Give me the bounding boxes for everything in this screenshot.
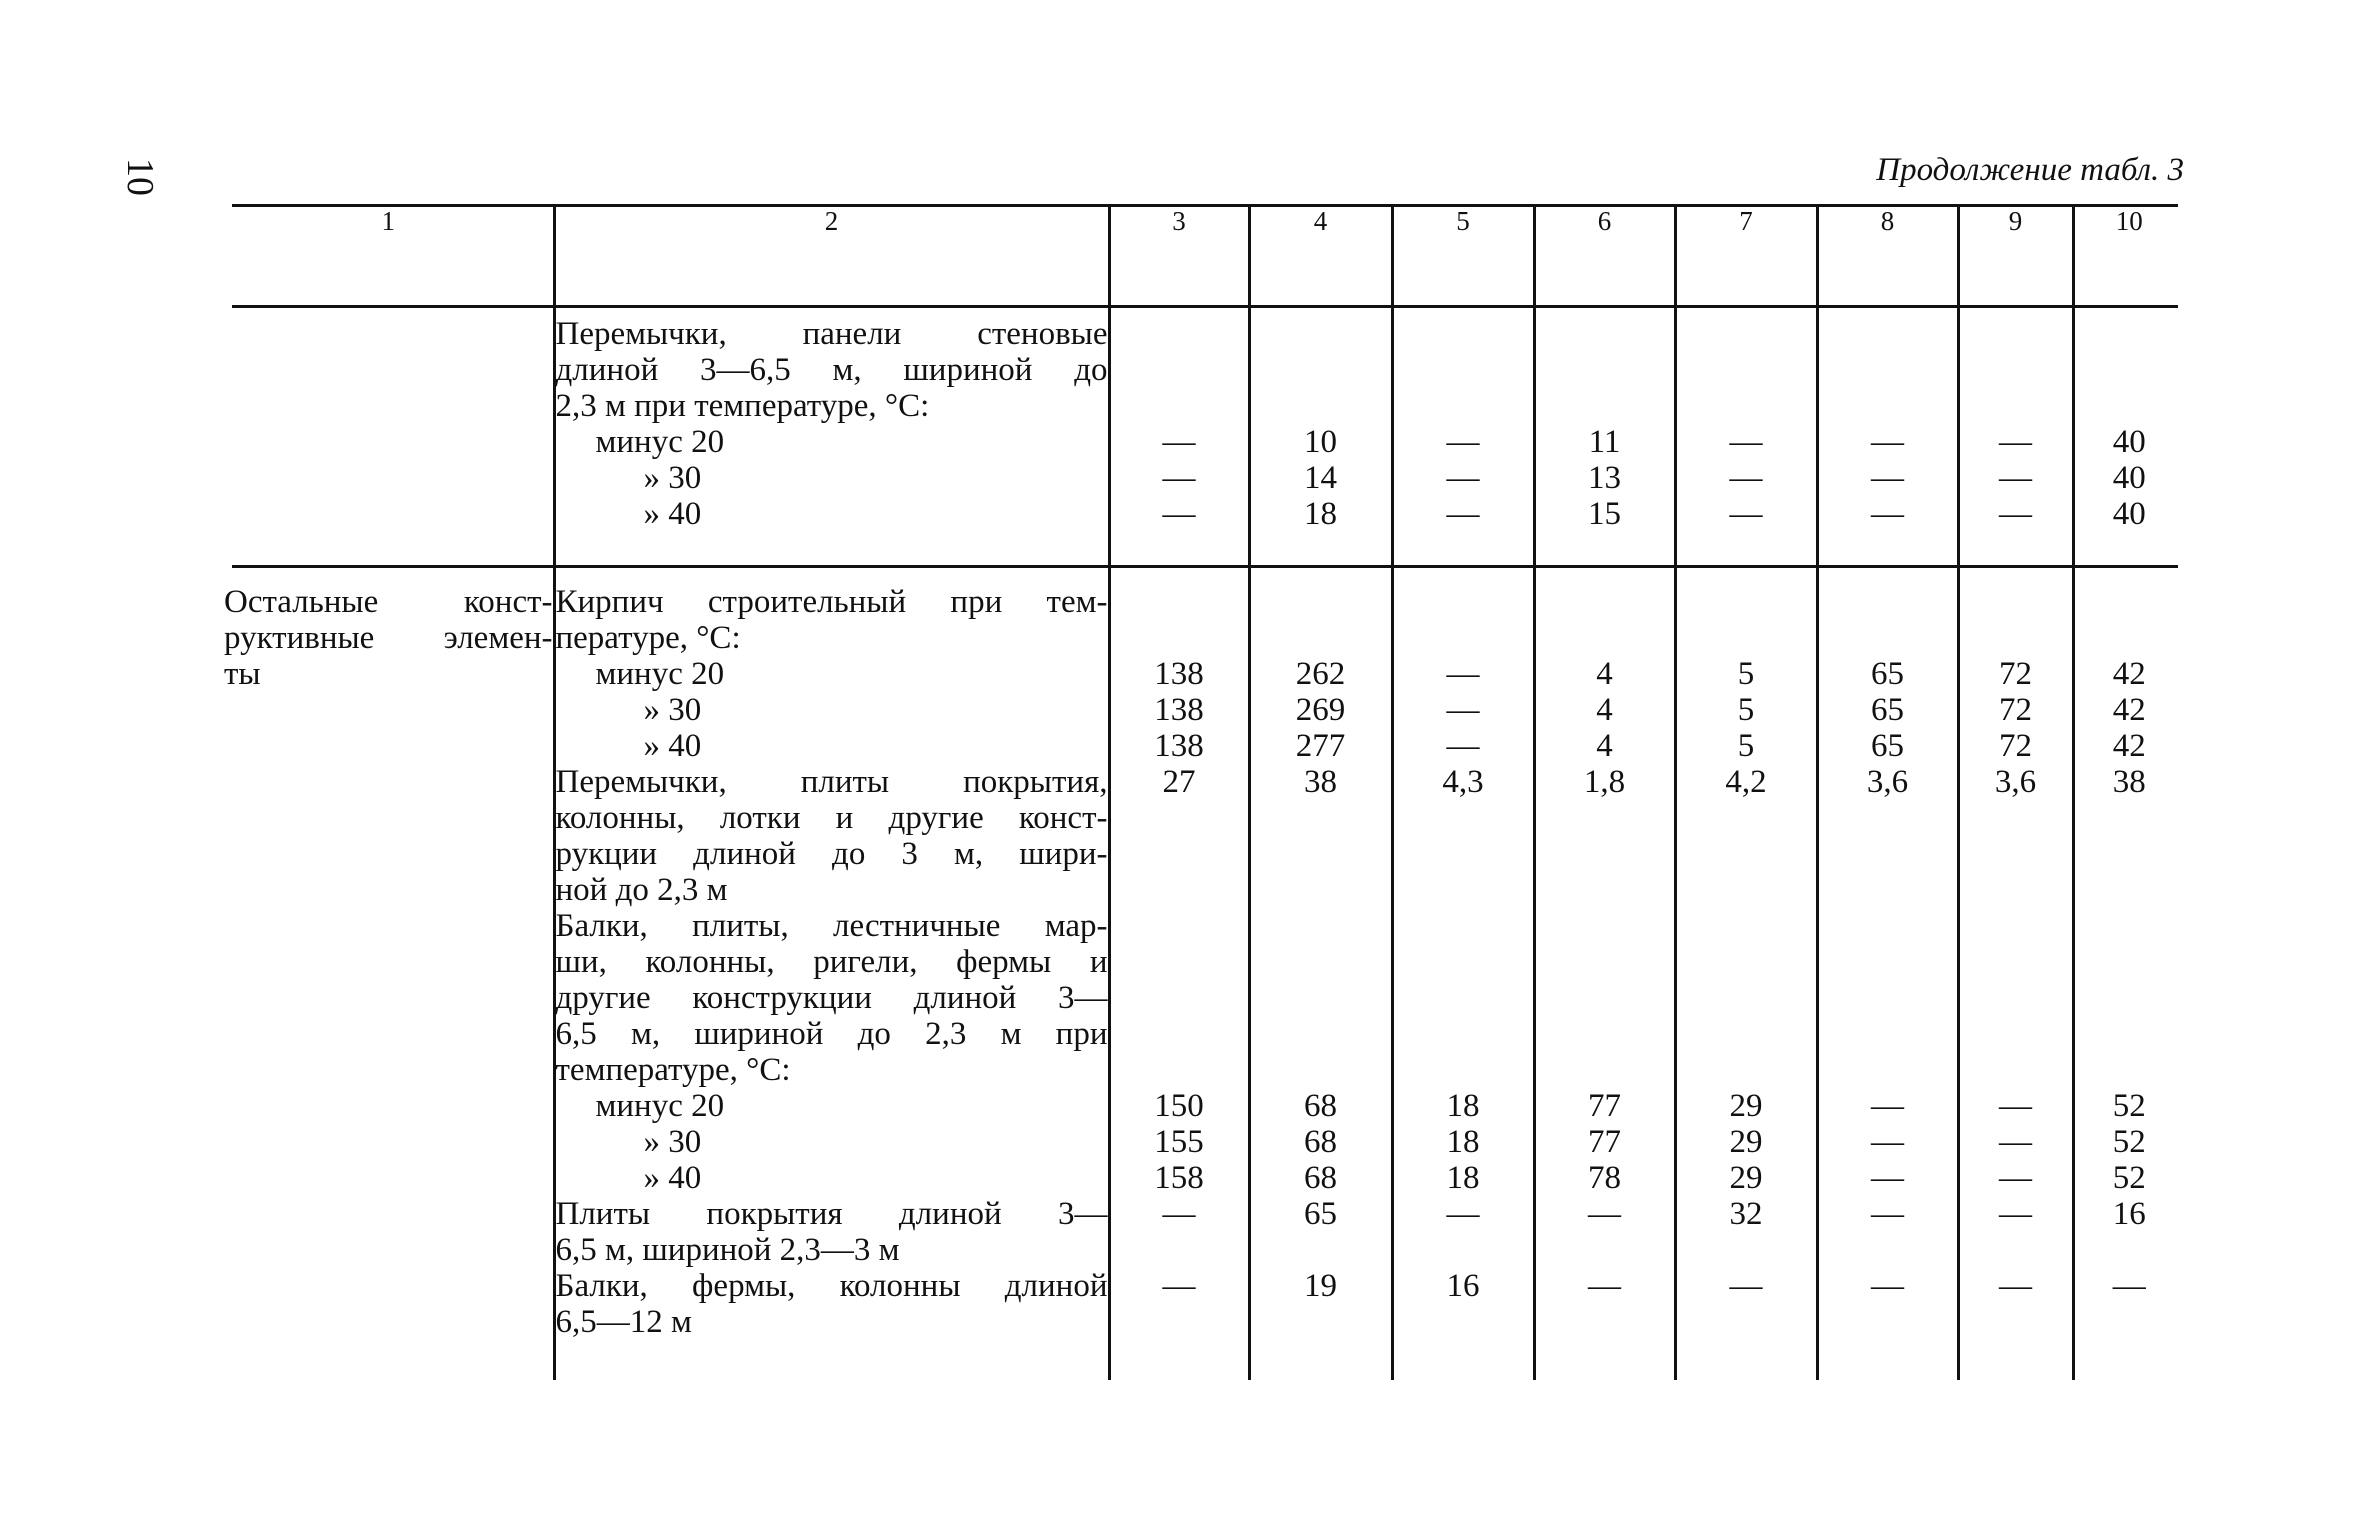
value-cell: 138 [1154, 692, 1204, 728]
spacer [1960, 584, 2072, 620]
value-cell [1819, 1052, 1957, 1088]
value-cell: 52 [2112, 1088, 2146, 1124]
data-table [224, 206, 2184, 1380]
value-cell: 5 [1737, 728, 1755, 764]
value-cell [1536, 1304, 1674, 1340]
value-cell: — [1999, 424, 2032, 460]
value-cell: 29 [1729, 1124, 1763, 1160]
column-10-cell [2073, 584, 2184, 1380]
value-cell [1536, 908, 1674, 944]
value-cell: — [1999, 1196, 2032, 1232]
value-cell: — [1446, 692, 1480, 728]
spacer [1677, 584, 1816, 620]
description-line: Балки, плиты, лестничные мар- [555, 908, 1108, 944]
value-cell: 5 [1737, 692, 1755, 728]
value-cell [1677, 872, 1816, 908]
value-cell [1251, 980, 1391, 1016]
value-cell: — [1162, 496, 1196, 532]
value-cell: 150 [1154, 1088, 1204, 1124]
value-cell [2075, 1016, 2185, 1052]
description-line: температуре, °С: [555, 1052, 791, 1088]
description-line: пературе, °С: [555, 620, 741, 656]
value-cell: — [1729, 1268, 1763, 1304]
value-cell: 68 [1304, 1124, 1337, 1160]
description-line: длиной 3—6,5 м, шириной до [555, 352, 1108, 388]
value-cell [2075, 836, 2185, 872]
value-cell [1536, 800, 1674, 836]
value-cell [1111, 944, 1248, 980]
value-cell: 18 [1446, 1160, 1480, 1196]
value-cell: — [1162, 1268, 1196, 1304]
value-cell: 18 [1446, 1088, 1480, 1124]
value-cell [1394, 1232, 1533, 1268]
value-cell [1960, 1016, 2072, 1052]
value-cell: 38 [1304, 764, 1337, 800]
value-cell: — [1871, 1160, 1904, 1196]
description-line: 6,5 м, шириной 2,3—3 м [555, 1232, 900, 1268]
value-cell [1394, 944, 1533, 980]
value-cell [1819, 872, 1957, 908]
value-cell [1536, 1016, 1674, 1052]
value-cell: 138 [1154, 656, 1204, 692]
value-cell: 52 [2112, 1124, 2146, 1160]
value-cell: — [1871, 460, 1904, 496]
value-cell: 16 [1446, 1268, 1480, 1304]
value-cell [2075, 1052, 2185, 1088]
value-cell [2075, 980, 2185, 1016]
value-cell [1251, 800, 1391, 836]
value-cell: 5 [1737, 656, 1755, 692]
value-cell: — [1162, 1196, 1196, 1232]
column-5-cell [1392, 584, 1534, 1380]
value-cell [1677, 800, 1816, 836]
description-line: » 30 [643, 1124, 702, 1160]
value-cell [1536, 980, 1674, 1016]
value-cell [1111, 1304, 1248, 1340]
value-cell: — [1446, 728, 1480, 764]
value-cell: 19 [1304, 1268, 1337, 1304]
value-cell: 11 [1588, 424, 1621, 460]
value-cell: — [1999, 496, 2032, 532]
value-cell [1536, 872, 1674, 908]
column-5-cell [1392, 316, 1534, 532]
value-cell: — [1588, 1196, 1621, 1232]
description-line: Плиты покрытия длиной 3— [555, 1196, 1108, 1232]
value-cell: — [1729, 424, 1763, 460]
column-4-cell [1249, 316, 1392, 532]
value-cell: — [1999, 1268, 2032, 1304]
description-line: ной до 2,3 м [555, 872, 728, 908]
value-cell: 27 [1162, 764, 1196, 800]
column-header: 1 [381, 206, 395, 236]
description-line: минус 20 [595, 1088, 725, 1124]
value-cell: 13 [1588, 460, 1621, 496]
value-cell [1394, 836, 1533, 872]
column-8-cell [1817, 316, 1958, 532]
value-cell [1677, 620, 1816, 656]
value-cell: 77 [1588, 1088, 1621, 1124]
value-cell [1819, 1232, 1957, 1268]
value-cell [1677, 908, 1816, 944]
value-cell: — [1729, 496, 1763, 532]
column-header: 9 [1958, 206, 2073, 302]
value-cell [1677, 1016, 1816, 1052]
element-line: Остальные конст- [224, 584, 553, 620]
spacer [1819, 584, 1957, 620]
description-line: » 40 [643, 496, 702, 532]
value-cell: — [1871, 1088, 1904, 1124]
value-cell: 77 [1588, 1124, 1621, 1160]
element-line: ты [224, 656, 261, 692]
value-cell: 78 [1588, 1160, 1621, 1196]
value-cell [1677, 1304, 1816, 1340]
value-cell [1251, 1304, 1391, 1340]
column-3-cell [1109, 584, 1249, 1380]
value-cell [1536, 1232, 1674, 1268]
description-line: минус 20 [595, 656, 725, 692]
value-cell: — [1446, 424, 1480, 460]
value-cell [1251, 1016, 1391, 1052]
value-cell: — [2112, 1268, 2146, 1304]
value-cell: 4 [1596, 656, 1613, 692]
value-cell [1677, 980, 1816, 1016]
value-cell [1536, 836, 1674, 872]
description-line: » 30 [643, 460, 702, 496]
description-line: » 40 [643, 1160, 702, 1196]
spacer [1394, 584, 1533, 620]
value-cell [1819, 980, 1957, 1016]
value-cell [1251, 1232, 1391, 1268]
value-cell: 42 [2112, 728, 2146, 764]
column-7-cell [1675, 316, 1817, 532]
value-cell [1960, 908, 2072, 944]
value-cell: 138 [1154, 728, 1204, 764]
value-cell [1394, 620, 1533, 656]
value-cell: 40 [2112, 424, 2146, 460]
value-cell [1819, 800, 1957, 836]
value-cell: — [1871, 496, 1904, 532]
table-continuation-title: Продолжение табл. 3 [1876, 152, 2184, 188]
description-line: Перемычки, плиты покрытия, [555, 764, 1108, 800]
column-header: 3 [1109, 206, 1249, 302]
value-cell [2075, 908, 2185, 944]
value-cell [1960, 800, 2072, 836]
description-line: колонны, лотки и другие конст- [555, 800, 1108, 836]
column-header: 8 [1817, 206, 1958, 302]
description-line: 2,3 м при температуре, °С: [555, 388, 930, 424]
column-10-cell [2073, 316, 2184, 532]
column-7-cell [1675, 584, 1817, 1380]
header-row [224, 206, 2184, 302]
value-cell [1536, 1052, 1674, 1088]
value-cell [1677, 944, 1816, 980]
column-4-cell [1249, 584, 1392, 1380]
value-cell [2075, 1304, 2185, 1340]
value-cell [1819, 836, 1957, 872]
spacer [1251, 584, 1391, 620]
column-6-cell [1534, 316, 1675, 532]
value-cell: 40 [2112, 496, 2146, 532]
description-line: Балки, фермы, колонны длиной [555, 1268, 1108, 1304]
value-cell: 10 [1304, 424, 1337, 460]
value-cell [2075, 1232, 2185, 1268]
column-6-cell [1534, 584, 1675, 1380]
value-cell: 68 [1304, 1088, 1337, 1124]
value-cell [1677, 836, 1816, 872]
value-cell [1677, 1052, 1816, 1088]
value-cell: 18 [1446, 1124, 1480, 1160]
value-cell: — [1446, 656, 1480, 692]
value-cell: 4,2 [1725, 764, 1767, 800]
value-cell [1251, 944, 1391, 980]
value-cell [1251, 836, 1391, 872]
value-cell: — [1999, 1160, 2032, 1196]
value-cell: 29 [1729, 1160, 1763, 1196]
value-cell [1960, 944, 2072, 980]
value-cell: 18 [1304, 496, 1337, 532]
description-line: рукции длиной до 3 м, шири- [555, 836, 1108, 872]
value-cell [1960, 980, 2072, 1016]
value-cell: 72 [1999, 692, 2032, 728]
value-cell: — [1999, 1124, 2032, 1160]
value-cell [1819, 944, 1957, 980]
table-row-section-1 [224, 316, 2184, 532]
value-cell: 4 [1596, 728, 1613, 764]
value-cell: 16 [2112, 1196, 2146, 1232]
value-cell: 1,8 [1583, 764, 1626, 800]
value-cell [1111, 872, 1248, 908]
value-cell [2075, 620, 2185, 656]
value-cell: 262 [1295, 656, 1346, 692]
value-cell [1394, 980, 1533, 1016]
description-line: минус 20 [595, 424, 725, 460]
value-cell [1960, 836, 2072, 872]
description-line: ши, колонны, ригели, фермы и [555, 944, 1108, 980]
column-8-cell [1817, 584, 1958, 1380]
value-cell [2075, 944, 2185, 980]
value-cell: — [1999, 1088, 2032, 1124]
value-cell: 3,6 [1866, 764, 1909, 800]
column-3-cell [1109, 316, 1249, 532]
section-1-element-cell [224, 316, 554, 532]
value-cell [1111, 1052, 1248, 1088]
value-cell [1111, 980, 1248, 1016]
value-cell: 4,3 [1442, 764, 1484, 800]
value-cell [1394, 908, 1533, 944]
value-cell [1536, 944, 1674, 980]
value-cell [1394, 872, 1533, 908]
value-cell [1394, 1052, 1533, 1088]
spacer [2075, 584, 2185, 620]
value-cell [1251, 1052, 1391, 1088]
value-cell [1960, 1304, 2072, 1340]
value-cell: 269 [1295, 692, 1346, 728]
value-cell [1819, 1304, 1957, 1340]
value-cell: 40 [2112, 460, 2146, 496]
value-cell [1394, 1304, 1533, 1340]
value-cell: 3,6 [1994, 764, 2037, 800]
value-cell: 15 [1588, 496, 1621, 532]
value-cell: — [1871, 1124, 1904, 1160]
description-line: Кирпич строительный при тем- [555, 584, 1108, 620]
value-cell [1394, 800, 1533, 836]
value-cell: — [1446, 496, 1480, 532]
value-cell: — [1162, 424, 1196, 460]
table-row-section-2 [224, 584, 2184, 1380]
value-cell [1819, 620, 1957, 656]
section-1-description-cell [554, 316, 1109, 532]
value-cell: — [1162, 460, 1196, 496]
value-cell [1819, 1016, 1957, 1052]
value-cell [1251, 620, 1391, 656]
section-2-element-cell [224, 584, 554, 1380]
value-cell [2075, 800, 2185, 836]
value-cell: 42 [2112, 656, 2146, 692]
description-line: Перемычки, панели стеновые [555, 316, 1108, 352]
value-cell [1960, 620, 2072, 656]
value-cell [1111, 620, 1248, 656]
value-cell: 38 [2112, 764, 2146, 800]
value-cell [1819, 908, 1957, 944]
value-cell: 14 [1304, 460, 1337, 496]
element-line: руктивные элемен- [224, 620, 553, 656]
value-cell [1251, 908, 1391, 944]
value-cell: 68 [1304, 1160, 1337, 1196]
value-cell: 65 [1304, 1196, 1337, 1232]
description-line: » 40 [643, 728, 702, 764]
spacer [1111, 584, 1248, 620]
value-cell: — [1999, 460, 2032, 496]
value-cell [1111, 1016, 1248, 1052]
column-header: 5 [1392, 206, 1534, 302]
column-header: 4 [1249, 206, 1392, 302]
column-9-cell [1958, 316, 2073, 532]
value-cell [1111, 1232, 1248, 1268]
value-cell [1960, 872, 2072, 908]
value-cell: 52 [2112, 1160, 2146, 1196]
value-cell [1960, 1052, 2072, 1088]
value-cell: — [1446, 460, 1480, 496]
value-cell: — [1871, 1196, 1904, 1232]
value-cell: — [1871, 424, 1904, 460]
value-cell: 65 [1871, 656, 1904, 692]
value-cell: 155 [1154, 1124, 1204, 1160]
value-cell: 32 [1729, 1196, 1763, 1232]
section-2-description-cell [554, 584, 1109, 1380]
value-cell: 29 [1729, 1088, 1763, 1124]
value-cell [1111, 836, 1248, 872]
spacer [1536, 584, 1674, 620]
value-cell: 42 [2112, 692, 2146, 728]
value-cell: — [1588, 1268, 1621, 1304]
value-cell: 72 [1999, 728, 2032, 764]
page-number: 10 [119, 158, 161, 196]
value-cell: — [1729, 460, 1763, 496]
value-cell: 65 [1871, 692, 1904, 728]
value-cell: — [1446, 1196, 1480, 1232]
description-line: 6,5—12 м [555, 1304, 692, 1340]
value-cell: 4 [1596, 692, 1613, 728]
column-header: 6 [1534, 206, 1675, 302]
description-line: другие конструкции длиной 3— [555, 980, 1108, 1016]
value-cell [1394, 1016, 1533, 1052]
value-cell [1677, 1232, 1816, 1268]
value-cell [1111, 800, 1248, 836]
value-cell [2075, 872, 2185, 908]
column-header: 7 [1675, 206, 1817, 302]
value-cell [1111, 908, 1248, 944]
value-cell: 277 [1295, 728, 1346, 764]
value-cell: 72 [1999, 656, 2032, 692]
value-cell [1960, 1232, 2072, 1268]
value-cell [1536, 620, 1674, 656]
column-header: 2 [554, 206, 1109, 302]
description-line: » 30 [643, 692, 702, 728]
value-cell: 65 [1871, 728, 1904, 764]
value-cell: 158 [1154, 1160, 1204, 1196]
column-9-cell [1958, 584, 2073, 1380]
value-cell [1251, 872, 1391, 908]
column-header: 10 [2073, 206, 2184, 302]
description-line: 6,5 м, шириной до 2,3 м при [555, 1016, 1108, 1052]
value-cell: — [1871, 1268, 1904, 1304]
